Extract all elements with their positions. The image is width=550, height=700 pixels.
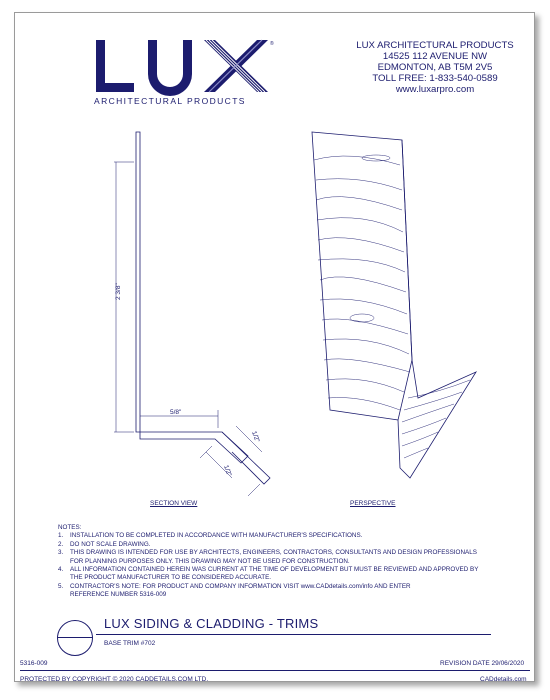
- dim-hem-upper: 1/2": [250, 430, 261, 444]
- detail-circle-divider: [57, 637, 93, 638]
- company-phone: TOLL FREE: 1-833-540-0589: [372, 73, 498, 84]
- drawing-subtitle: BASE TRIM #702: [104, 640, 156, 647]
- section-view-caption: SECTION VIEW: [150, 500, 198, 507]
- title-rule: [96, 634, 491, 635]
- detail-circle: [57, 620, 93, 656]
- note-row: THE PRODUCT MANUFACTURER TO BE CONSIDERED ACCURATE.: [70, 574, 272, 582]
- note-row: 2. DO NOT SCALE DRAWING.: [58, 540, 151, 548]
- dim-hem-lower: 1/2": [222, 464, 233, 478]
- company-address-line1: 14525 112 AVENUE NW: [382, 51, 488, 62]
- company-website[interactable]: www.luxarpro.com: [395, 84, 475, 95]
- drawing-title: LUX SIDING & CLADDING - TRIMS: [104, 616, 319, 631]
- dim-width: 5/8": [170, 409, 182, 416]
- logo-tagline: ARCHITECTURAL PRODUCTS: [94, 96, 246, 106]
- note-row: FOR PLANNING PURPOSES ONLY. THIS DRAWING MAY NOT BE USED FOR CONSTRUCTION.: [70, 557, 350, 565]
- footer-divider: [20, 670, 530, 671]
- svg-text:®: ®: [270, 41, 274, 47]
- notes-block: [58, 524, 498, 600]
- perspective-view: [312, 132, 476, 478]
- notes-title: NOTES:: [58, 524, 82, 531]
- dim-height: 2 3/8": [115, 283, 122, 300]
- company-address-line2: EDMONTON, AB T5M 2V5: [377, 62, 493, 73]
- perspective-caption: PERSPECTIVE: [350, 500, 396, 507]
- note-row: 3. THIS DRAWING IS INTENDED FOR USE BY ARCHITECTS, ENGINEERS, CONTRACTORS, CONSULTANTS AND DESIGN PROFESSIONALS: [58, 549, 477, 557]
- company-name: LUX ARCHITECTURAL PRODUCTS: [356, 40, 514, 51]
- section-view: [114, 132, 270, 496]
- copyright: PROTECTED BY COPYRIGHT © 2020 CADDETAILS.COM LTD.: [20, 676, 209, 683]
- note-row: 1. INSTALLATION TO BE COMPLETED IN ACCORDANCE WITH MANUFACTURER'S SPECIFICATIONS.: [58, 532, 363, 540]
- reference-number: 5316-009: [20, 660, 48, 667]
- note-row: 4. ALL INFORMATION CONTAINED HEREIN WAS CURRENT AT THE TIME OF DEVELOPMENT BUT MUST BE REVIEWED AND APPROVED BY: [58, 566, 479, 574]
- note-row: 5. CONTRACTOR'S NOTE: FOR PRODUCT AND COMPANY INFORMATION VISIT www.CADdetails.com/info AND ENTER: [58, 582, 411, 590]
- note-row: REFERENCE NUMBER 5316-009: [70, 591, 167, 599]
- caddetails-link[interactable]: CADdetails.com: [480, 676, 527, 683]
- revision-date: REVISION DATE 29/06/2020: [440, 660, 525, 667]
